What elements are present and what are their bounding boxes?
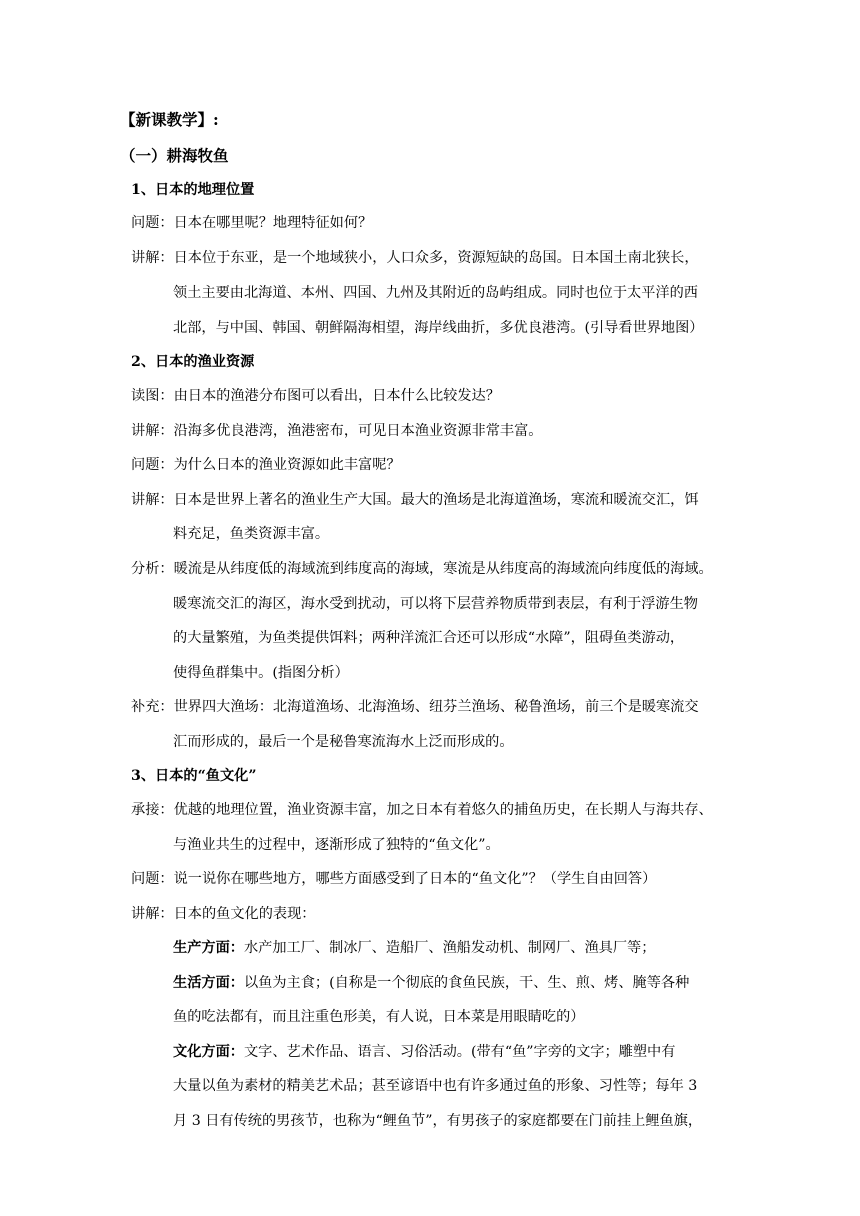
paragraph-supplement-line-2: 汇而形成的，最后一个是秘鲁寒流海水上泛而形成的。 [173, 734, 514, 750]
paragraph-question-1 [131, 213, 372, 233]
paragraph-explain-3-line-2: 料充足，鱼类资源丰富。 [173, 526, 330, 542]
read-text: 由日本的渔港分布图可以看出，日本什么比较发达？ [173, 388, 500, 404]
paragraph-explain-4 [131, 904, 315, 924]
transition-label: 承接： [131, 802, 174, 818]
life-label: 生活方面： [173, 975, 244, 991]
explain-text: 日本位于东亚，是一个地域狭小，人口众多，资源短缺的岛国。日本国土南北狭长， [173, 250, 699, 266]
paragraph-analysis-line-3: 的大量繁殖，为鱼类提供饵料；两种洋流汇合还可以形成“水障”，阻碍鱼类游动， [173, 630, 685, 646]
question-label: 问题： [131, 457, 174, 473]
paragraph-explain-1-line-1 [131, 248, 699, 268]
question-label: 问题： [131, 871, 174, 887]
paragraph-read-map [131, 386, 500, 406]
section-title: （一）耕海牧鱼 [120, 146, 229, 165]
paragraph-explain-2 [131, 421, 542, 441]
subsection-title-2: 2、日本的渔业资源 [131, 354, 255, 370]
paragraph-culture-line-2: 大量以鱼为素材的精美艺术品；甚至谚语中也有许多通过鱼的形象、习性等；每年 3 [173, 1078, 698, 1094]
supplement-label: 补充： [131, 699, 174, 715]
paragraph-transition-line-2: 与渔业共生的过程中，逐渐形成了独特的“鱼文化”。 [173, 837, 500, 853]
question-label: 问题： [131, 215, 174, 231]
culture-label: 文化方面： [173, 1044, 244, 1060]
subsection-title-1: 1、日本的地理位置 [131, 182, 255, 198]
transition-text: 优越的地理位置，渔业资源丰富，加之日本有着悠久的捕鱼历史，在长期人与海共存、 [173, 802, 713, 818]
lesson-heading: 【新课教学】: [120, 110, 219, 129]
paragraph-life-line-1 [173, 973, 689, 993]
paragraph-analysis-line-1 [131, 559, 713, 579]
paragraph-explain-1-line-3: 北部，与中国、韩国、朝鲜隔海相望，海岸线曲折，多优良港湾。(引导看世界地图） [173, 320, 704, 336]
paragraph-question-2 [131, 455, 401, 475]
explain-text: 日本是世界上著名的渔业生产大国。最大的渔场是北海道渔场，寒流和暖流交汇，饵 [173, 492, 699, 508]
explain-label: 讲解： [131, 906, 174, 922]
paragraph-life-line-2: 鱼的吃法都有，而且注重色形美，有人说，日本菜是用眼睛吃的） [173, 1009, 585, 1025]
subsection-title-3: 3、日本的“鱼文化” [131, 768, 257, 784]
life-text: 以鱼为主食；(自称是一个彻底的食鱼民族，干、生、煎、烤、腌等各种 [243, 975, 690, 991]
explain-text: 日本的鱼文化的表现： [173, 906, 316, 922]
analysis-label: 分析： [131, 561, 174, 577]
explain-label: 讲解： [131, 250, 174, 266]
paragraph-explain-1-line-2: 领土主要由北海道、本州、四国、九州及其附近的岛屿组成。同时也位于太平洋的西 [173, 285, 698, 301]
explain-label: 讲解： [131, 492, 174, 508]
question-text: 日本在哪里呢？地理特征如何？ [173, 215, 373, 231]
paragraph-question-3 [131, 869, 656, 889]
paragraph-culture-line-3: 月 3 日有传统的男孩节，也称为“鲤鱼节”，有男孩子的家庭都要在门前挂上鲤鱼旗， [173, 1113, 703, 1129]
culture-text: 文字、艺术作品、语言、习俗活动。(带有“鱼”字旁的文字；雕塑中有 [243, 1044, 676, 1060]
paragraph-supplement-line-1 [131, 697, 699, 717]
paragraph-culture-line-1 [173, 1042, 675, 1062]
paragraph-transition-line-1 [131, 800, 713, 820]
paragraph-analysis-line-4: 使得鱼群集中。(指图分析） [173, 665, 349, 681]
paragraph-explain-3-line-1 [131, 490, 699, 510]
paragraph-production [173, 938, 655, 958]
production-text: 水产加工厂、制冰厂、造船厂、渔船发动机、制网厂、渔具厂等； [243, 940, 656, 956]
question-text: 说一说你在哪些地方，哪些方面感受到了日本的“鱼文化”？（学生自由回答） [173, 871, 657, 887]
paragraph-analysis-line-2: 暖寒流交汇的海区，海水受到扰动，可以将下层营养物质带到表层，有利于浮游生物 [173, 596, 698, 612]
question-text: 为什么日本的渔业资源如此丰富呢？ [173, 457, 401, 473]
production-label: 生产方面： [173, 940, 244, 956]
read-label: 读图： [131, 388, 174, 404]
analysis-text: 暖流是从纬度低的海域流到纬度高的海域，寒流是从纬度高的海域流向纬度低的海域。 [173, 561, 713, 577]
explain-label: 讲解： [131, 423, 174, 439]
explain-text: 沿海多优良港湾，渔港密布，可见日本渔业资源非常丰富。 [173, 423, 543, 439]
supplement-text: 世界四大渔场：北海道渔场、北海渔场、纽芬兰渔场、秘鲁渔场，前三个是暖寒流交 [173, 699, 699, 715]
